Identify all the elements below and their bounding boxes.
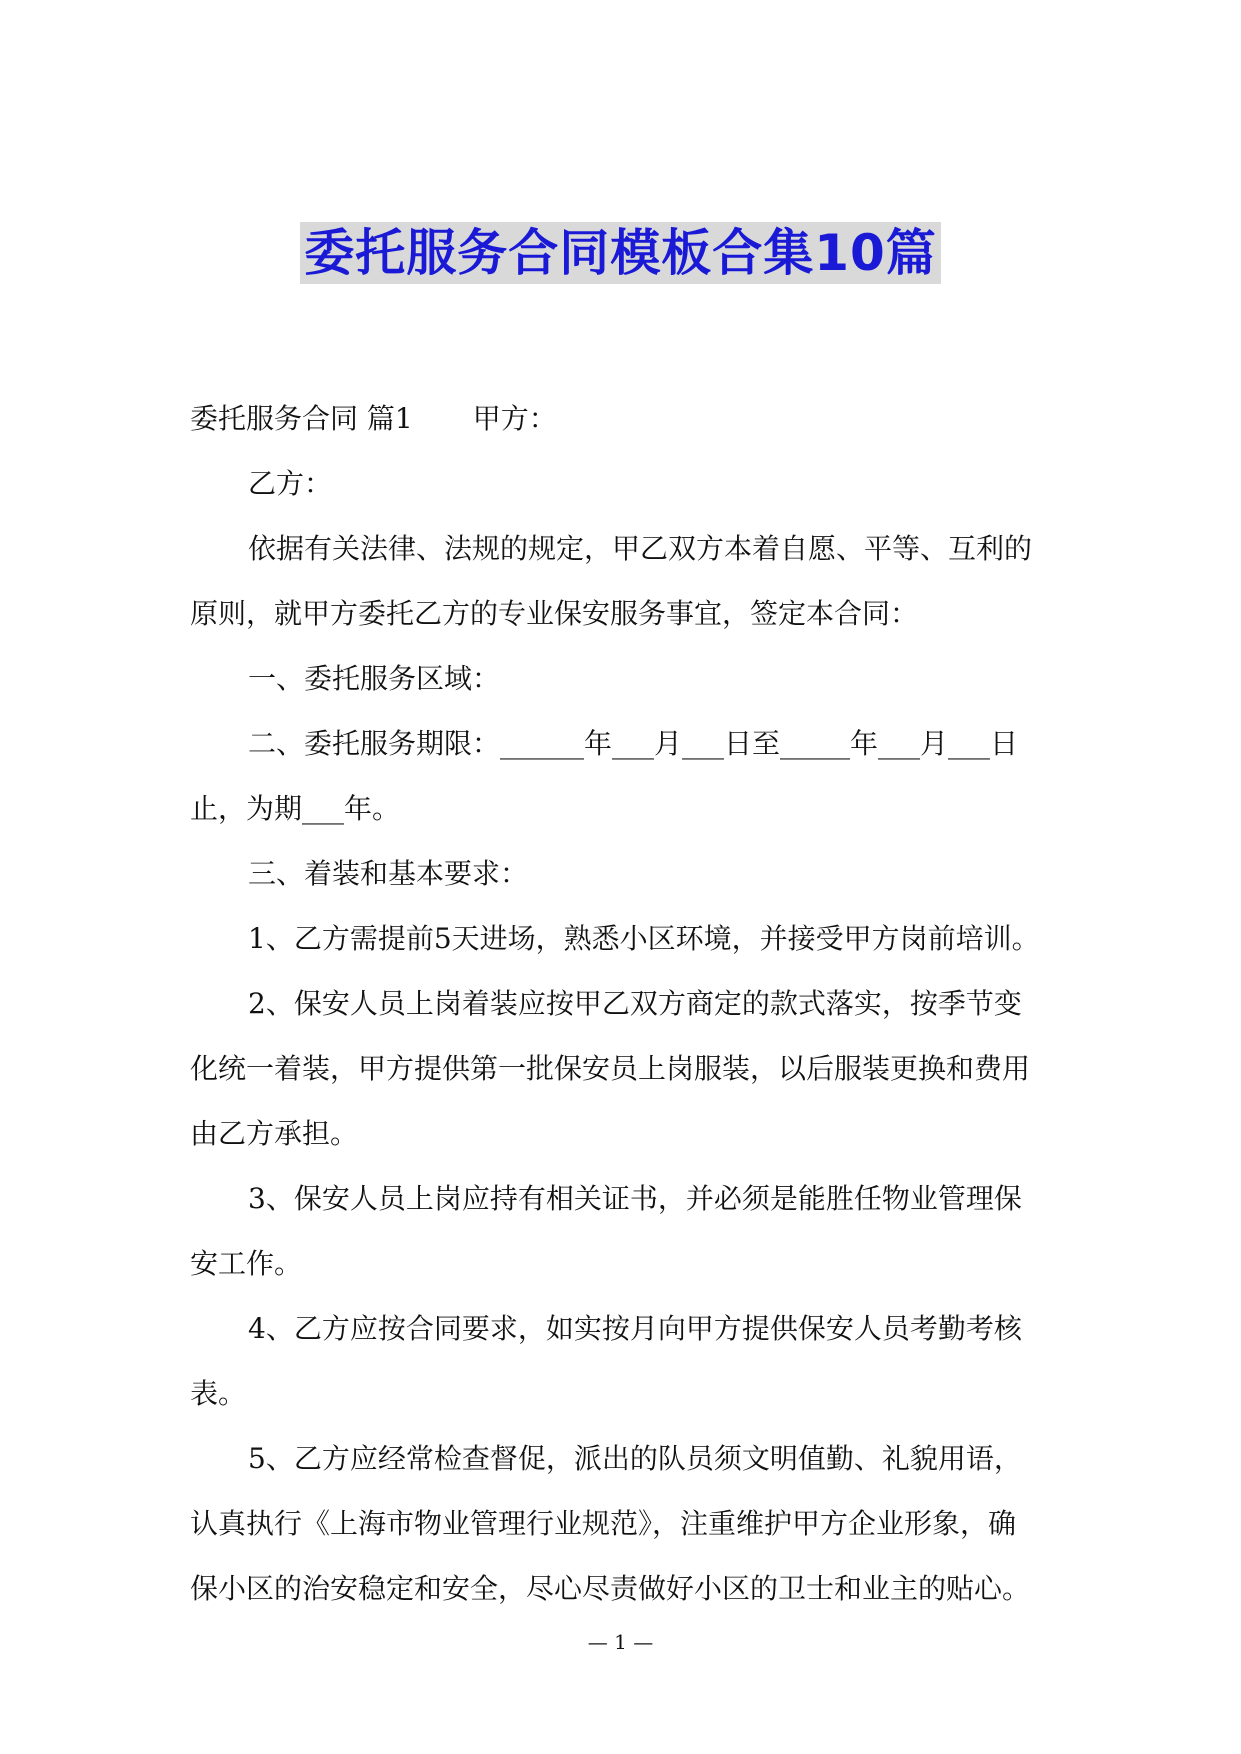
document-body: [190, 386, 1060, 1621]
document-title: 委托服务合同模板合集10篇: [300, 222, 941, 284]
paragraph-line: 表。: [190, 1377, 247, 1410]
paragraph-line: 止，为期___年。: [190, 792, 401, 825]
party-a-label: 甲方：: [472, 402, 557, 435]
party-b-line: [190, 451, 1060, 516]
paragraph-line: 认真执行《上海市物业管理行业规范》，注重维护甲方企业形象，确: [190, 1507, 1017, 1540]
party-b-label: 乙方：: [248, 467, 333, 500]
page-number: — 1 —: [587, 1630, 654, 1654]
paragraph-line: 原则，就甲方委托乙方的专业保安服务事宜，签定本合同：: [190, 597, 919, 630]
header-line: [190, 386, 1060, 451]
paragraph-line: 1、乙方需提前5天进场，熟悉小区环境，并接受甲方岗前培训。: [248, 922, 1040, 955]
title-container: [0, 222, 1241, 284]
section-heading: 委托服务合同 篇1: [190, 402, 413, 435]
paragraph-line: 化统一着装，甲方提供第一批保安员上岗服装，以后服装更换和费用: [190, 1052, 1031, 1085]
paragraph-line: 安工作。: [190, 1247, 303, 1280]
paragraph-line: 3、保安人员上岗应持有相关证书，并必须是能胜任物业管理保: [248, 1182, 1022, 1215]
paragraph-line: 依据有关法律、法规的规定，甲乙双方本着自愿、平等、互利的: [248, 532, 1033, 565]
paragraph-line: 一、委托服务区域：: [248, 662, 501, 695]
paragraph-line: 三、着装和基本要求：: [248, 857, 529, 890]
paragraph-line: 4、乙方应按合同要求，如实按月向甲方提供保安人员考勤考核: [248, 1312, 1022, 1345]
paragraph-line: 保小区的治安稳定和安全，尽心尽责做好小区的卫士和业主的贴心。: [190, 1572, 1031, 1605]
paragraph-line: 二、委托服务期限：______年___月___日至_____年___月___日: [248, 727, 1019, 760]
paragraph-line: 由乙方承担。: [190, 1117, 359, 1150]
paragraph-line: 5、乙方应经常检查督促，派出的队员须文明值勤、礼貌用语，: [248, 1442, 1022, 1475]
paragraph-line: 2、保安人员上岗着装应按甲乙双方商定的款式落实，按季节变: [248, 987, 1022, 1020]
